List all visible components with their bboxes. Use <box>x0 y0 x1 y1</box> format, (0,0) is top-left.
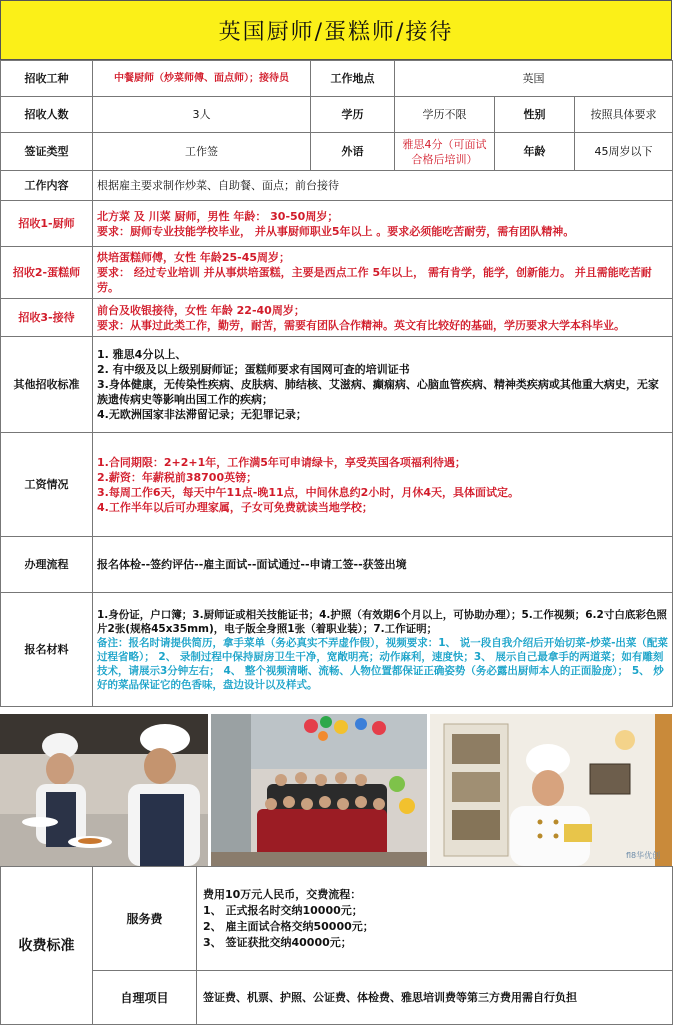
table-row <box>1 537 673 593</box>
table-row <box>1 97 673 133</box>
process-label: 办理流程 <box>1 537 93 593</box>
age-label: 年龄 <box>495 133 575 171</box>
table-row <box>1 867 673 971</box>
education-label: 学历 <box>311 97 395 133</box>
table-row <box>1 433 673 537</box>
recruit-type-value: 中餐厨师（炒菜师傅、面点师）；接待员 <box>93 61 311 97</box>
chef-value <box>93 201 673 247</box>
head-chef-photo <box>430 714 672 866</box>
gender-label: 性别 <box>495 97 575 133</box>
table-row <box>1 171 673 201</box>
self-pay-label: 自理项目 <box>93 971 197 1025</box>
list-item: 3.每周工作6天，每天中午11点-晚11点，中间休息约2小时，月休4天，具体面试定。 <box>97 485 519 499</box>
photo-strip <box>0 714 672 866</box>
job-content-label: 工作内容 <box>1 171 93 201</box>
list-item: 4.无欧洲国家非法滞留记录；无犯罪记录； <box>97 408 307 421</box>
chefs-cooking-photo <box>0 714 208 866</box>
chef-line-2: 要求：厨师专业技能学校毕业， 并从事厨师职业5年以上 。要求必须能吃苦耐劳，需有团队精神。 <box>97 224 575 238</box>
photo-watermark: fl8华优创 <box>626 851 661 860</box>
list-item: 3、 签证获批交纳40000元； <box>203 935 352 949</box>
baker-value <box>93 247 673 299</box>
table-row <box>1 201 673 247</box>
table-row <box>1 593 673 707</box>
materials-value <box>93 593 673 707</box>
process-value: 报名体检--签约评估--雇主面试--面试通过--申请工签--获签出境 <box>93 537 673 593</box>
page-title: 英国厨师/蛋糕师/接待 <box>0 0 672 60</box>
table-row <box>1 299 673 337</box>
table-row <box>1 247 673 299</box>
list-item: 1. 雅思4分以上、 <box>97 348 187 361</box>
service-fee-label: 服务费 <box>93 867 197 971</box>
list-item: 2、 雇主面试合格交纳50000元； <box>203 919 374 933</box>
team-group-photo <box>211 714 427 866</box>
job-content-value: 根据雇主要求制作炒菜、自助餐、面点；前台接待 <box>93 171 673 201</box>
table-row <box>1 971 673 1025</box>
salary-value <box>93 433 673 537</box>
fee-table <box>0 866 673 1025</box>
reception-line-1: 前台及收银接待，女性 年龄 22-40周岁； <box>97 303 305 317</box>
table-row <box>1 133 673 171</box>
list-item: 4.工作半年以后可办理家属，子女可免费就读当地学校； <box>97 500 373 514</box>
table-row <box>1 337 673 433</box>
baker-line-1: 烘培蛋糕师傅，女性 年龄25-45周岁； <box>97 251 291 264</box>
recruit-type-label: 招收工种 <box>1 61 93 97</box>
location-value: 英国 <box>395 61 673 97</box>
age-value: 45周岁以下 <box>575 133 673 171</box>
baker-label: 招收2-蛋糕师 <box>1 247 93 299</box>
info-table <box>0 60 673 707</box>
materials-note: 备注：报名时请提供简历，拿手菜单（务必真实不弄虚作假），视频要求：1、 说一段自我介绍后开始切菜-炒菜-出菜（配菜过程省略）； 2、 录制过程中保持厨房卫生干净，宽敞明亮；动作麻利，速度快；3、 展示自己最拿手的两道菜；如有雕刻技术，请展示3分钟左右； 4、 整个视频清晰、流畅、人物位置都保证正确姿势（务必露出厨师本人的正面脸庞）； 5、 炒好的菜品保证它的色香味，盘边设计以及样式。 <box>97 636 668 691</box>
headcount-label: 招收人数 <box>1 97 93 133</box>
salary-label: 工资情况 <box>1 433 93 537</box>
chef-label: 招收1-厨师 <box>1 201 93 247</box>
reception-line-2: 要求：从事过此类工作，勤劳，耐苦，需要有团队合作精神。英文有比较好的基础，学历要求大学本科毕业。 <box>97 318 625 332</box>
visa-value: 工作签 <box>93 133 311 171</box>
list-item: 2.薪资：年薪税前38700英镑； <box>97 470 258 484</box>
other-standard-label: 其他招收标准 <box>1 337 93 433</box>
list-item: 3.身体健康，无传染性疾病、皮肤病、肺结核、艾滋病、癫痫病、心脑血管疾病、精神类疾病或其他重大病史，无家族遗传病史等影响出国工作的疾病； <box>97 378 659 406</box>
language-value: 雅思4分（可面试合格后培训） <box>395 133 495 171</box>
reception-label: 招收3-接待 <box>1 299 93 337</box>
chef-line-1: 北方菜 及 川菜 厨师，男性 年龄： 30-50周岁； <box>97 209 339 223</box>
list-item: 费用10万元人民币，交费流程： <box>203 887 362 901</box>
table-row <box>1 61 673 97</box>
location-label: 工作地点 <box>311 61 395 97</box>
materials-main: 1.身份证，户口簿；3.厨师证或相关技能证书；4.护照（有效期6个月以上，可协助办理）；5.工作视频；6.2寸白底彩色照片2张(规格45x35mm)，电子版全身照1张（着职业装）；7.工作证明； <box>97 608 667 635</box>
visa-label: 签证类型 <box>1 133 93 171</box>
baker-line-2: 要求： 经过专业培训 并从事烘培蛋糕，主要是西点工作 5年以上， 需有肯学，能学，创新能力。 并且需能吃苦耐劳。 <box>97 266 652 294</box>
fee-label: 收费标准 <box>1 867 93 1025</box>
education-value: 学历不限 <box>395 97 495 133</box>
list-item: 2. 有中级及以上级别厨师证；蛋糕师要求有国网可查的培训证书 <box>97 363 410 376</box>
list-item: 1.合同期限：2+2+1年，工作满5年可申请绿卡，享受英国各项福利待遇； <box>97 455 466 469</box>
other-standard-value <box>93 337 673 433</box>
service-fee-value <box>197 867 673 971</box>
gender-value: 按照具体要求 <box>575 97 673 133</box>
materials-label: 报名材料 <box>1 593 93 707</box>
language-label: 外语 <box>311 133 395 171</box>
headcount-value: 3人 <box>93 97 311 133</box>
self-pay-value: 签证费、机票、护照、公证费、体检费、雅思培训费等第三方费用需自行负担 <box>197 971 673 1025</box>
reception-value <box>93 299 673 337</box>
list-item: 1、 正式报名时交纳10000元； <box>203 903 363 917</box>
